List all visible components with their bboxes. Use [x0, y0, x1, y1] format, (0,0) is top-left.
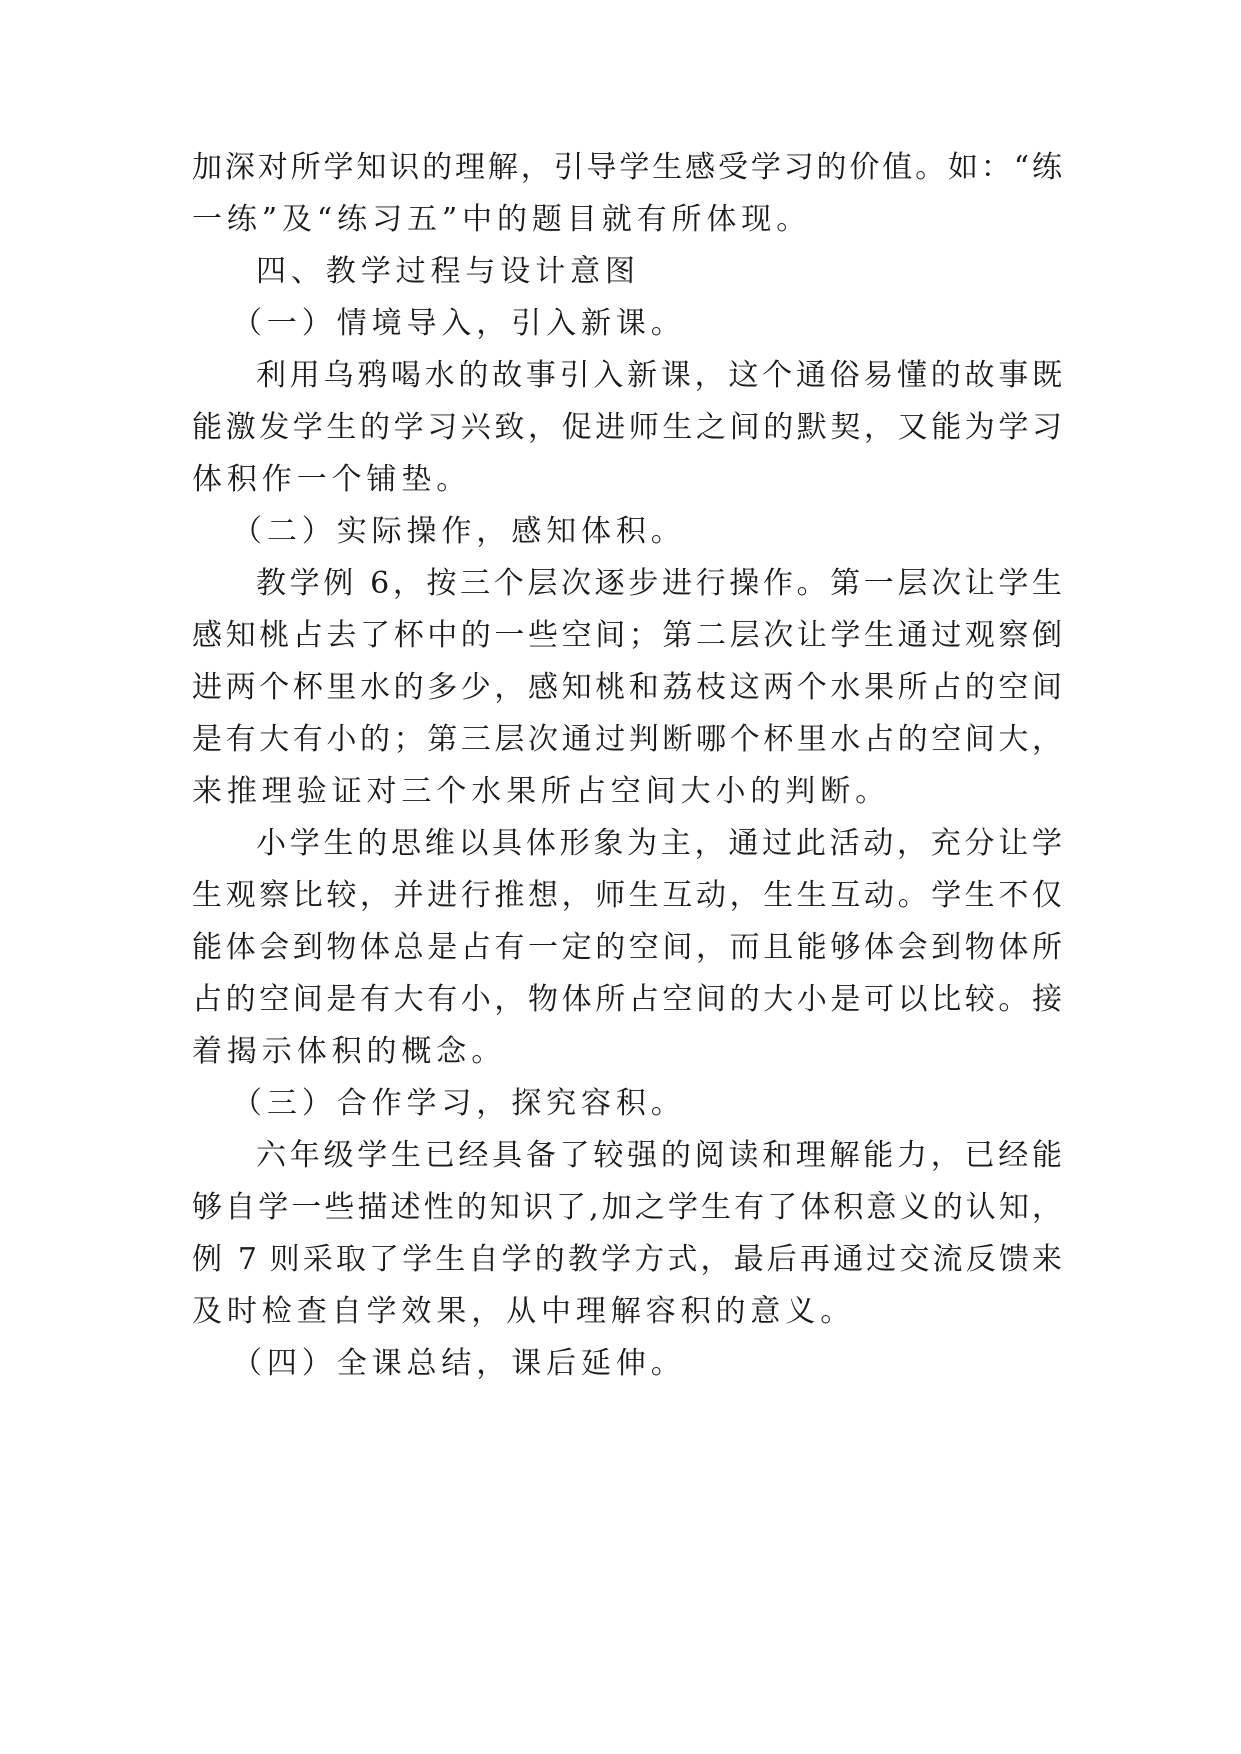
- paragraph-line: 生观察比较，并进行推想，师生互动，生生互动。学生不仅: [192, 878, 1062, 913]
- paragraph-line: 够自学一些描述性的知识了,加之学生有了体积意义的认知，: [192, 1190, 1062, 1225]
- paragraph-line: 体积作一个铺垫。: [192, 462, 472, 497]
- paragraph-line: 教学例 6，按三个层次逐步进行操作。第一层次让学生: [256, 566, 1062, 601]
- subsection-heading: （四）全课总结，课后延伸。: [232, 1346, 686, 1381]
- paragraph-line: 能激发学生的学习兴致，促进师生之间的默契，又能为学习: [192, 410, 1062, 445]
- paragraph-line: 小学生的思维以具体形象为主，通过此活动，充分让学: [256, 826, 1062, 861]
- subsection-heading: （三）合作学习，探究容积。: [232, 1086, 686, 1121]
- paragraph-line: 及时检查自学效果，从中理解容积的意义。: [192, 1294, 856, 1329]
- paragraph-line: 是有大有小的；第三层次通过判断哪个杯里水占的空间大，: [192, 722, 1062, 757]
- paragraph-line: 例 7 则采取了学生自学的教学方式，最后再通过交流反馈来: [192, 1242, 1062, 1277]
- paragraph-line: 来推理验证对三个水果所占空间大小的判断。: [192, 774, 890, 809]
- subsection-heading: （一）情境导入，引入新课。: [232, 306, 686, 341]
- paragraph-line: 能体会到物体总是占有一定的空间，而且能够体会到物体所: [192, 930, 1062, 965]
- section-heading: 四、教学过程与设计意图: [256, 254, 640, 289]
- paragraph-line: 加深对所学知识的理解，引导学生感受学习的价值。如：“练: [192, 150, 1062, 185]
- paragraph-line: 占的空间是有大有小，物体所占空间的大小是可以比较。接: [192, 982, 1062, 1017]
- paragraph-line: 感知桃占去了杯中的一些空间；第二层次让学生通过观察倒: [192, 618, 1062, 653]
- paragraph-line: 着揭示体积的概念。: [192, 1034, 507, 1069]
- paragraph-line: 利用乌鸦喝水的故事引入新课，这个通俗易懂的故事既: [256, 358, 1062, 393]
- paragraph-line: 六年级学生已经具备了较强的阅读和理解能力，已经能: [256, 1138, 1062, 1173]
- paragraph-line: 进两个杯里水的多少，感知桃和荔枝这两个水果所占的空间: [192, 670, 1062, 705]
- subsection-heading: （二）实际操作，感知体积。: [232, 514, 686, 549]
- paragraph-line: 一练”及“练习五”中的题目就有所体现。: [192, 202, 812, 237]
